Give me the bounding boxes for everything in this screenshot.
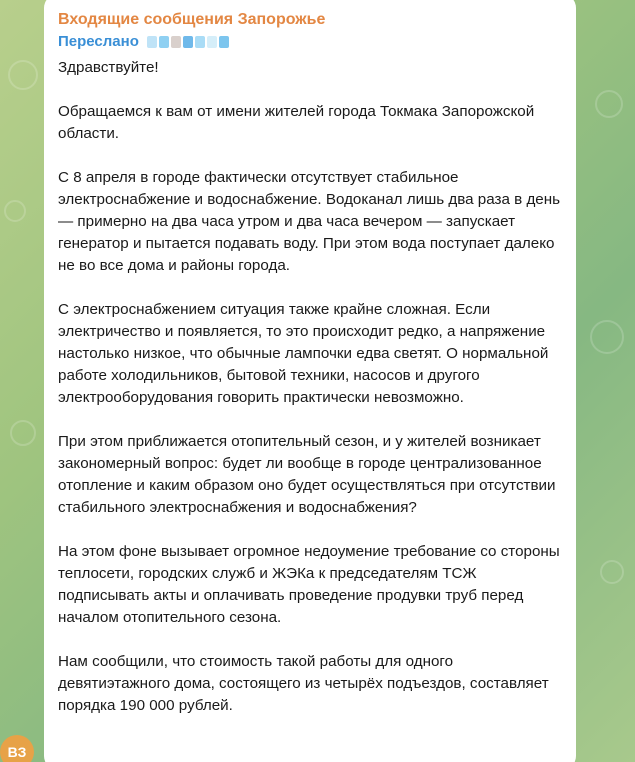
message-paragraph: Нам сообщили, что стоимость такой работы для одного девятиэтажного дома, состоящего из четырёх подъездов, составляет порядка 190 000 рублей. [58, 653, 549, 714]
message-paragraph: С 8 апреля в городе фактически отсутствует стабильное электроснабжение и водоснабжение. Водоканал лишь два раза в день — примерно на два часа утром и два часа вечером — запускает генератор и пытается подавать воду. При этом вода поступает далеко не во все дома и районы города. [58, 169, 561, 274]
channel-avatar[interactable]: ВЗ [0, 735, 34, 762]
message-paragraph: С электроснабжением ситуация также крайне сложная. Если электричество и появляется, то это происходит редко, а напряжение настолько низкое, что обычные лампочки едва светят. О нормальной работе холодильников, бытовой техники, насосов и другого электрооборудования говорить практически невозможно. [58, 301, 549, 406]
message-paragraph: При этом приближается отопительный сезон, и у жителей возникает закономерный вопрос: будет ли вообще в городе централизованное отопление и каким образом оно будет осуществляться при отсутствии стабильного электроснабжения и водоснабжения? [58, 433, 556, 516]
message-paragraph: На этом фоне вызывает огромное недоумение требование со стороны теплосети, городских служб и ЖЭКа к председателям ТСЖ подписывать акты и оплачивать проведение продувки труб перед началом отопительного сезона. [58, 543, 560, 626]
forwarded-label: Переслано [58, 33, 139, 50]
background-doodle [8, 60, 38, 90]
background-doodle [4, 200, 26, 222]
background-doodle [10, 420, 36, 446]
message-bubble[interactable] [44, 0, 576, 762]
background-doodle [595, 90, 623, 118]
background-doodle [590, 320, 624, 354]
channel-name[interactable]: Входящие сообщения Запорожье [58, 11, 326, 28]
message-text [58, 57, 563, 717]
forwarded-header[interactable] [58, 31, 576, 53]
message-paragraph: Обращаемся к вам от имени жителей города Токмака Запорожской области. [58, 103, 535, 142]
message-paragraph: Здравствуйте! [58, 59, 159, 76]
background-doodle [600, 560, 624, 584]
forwarded-source-redacted[interactable] [147, 36, 229, 48]
